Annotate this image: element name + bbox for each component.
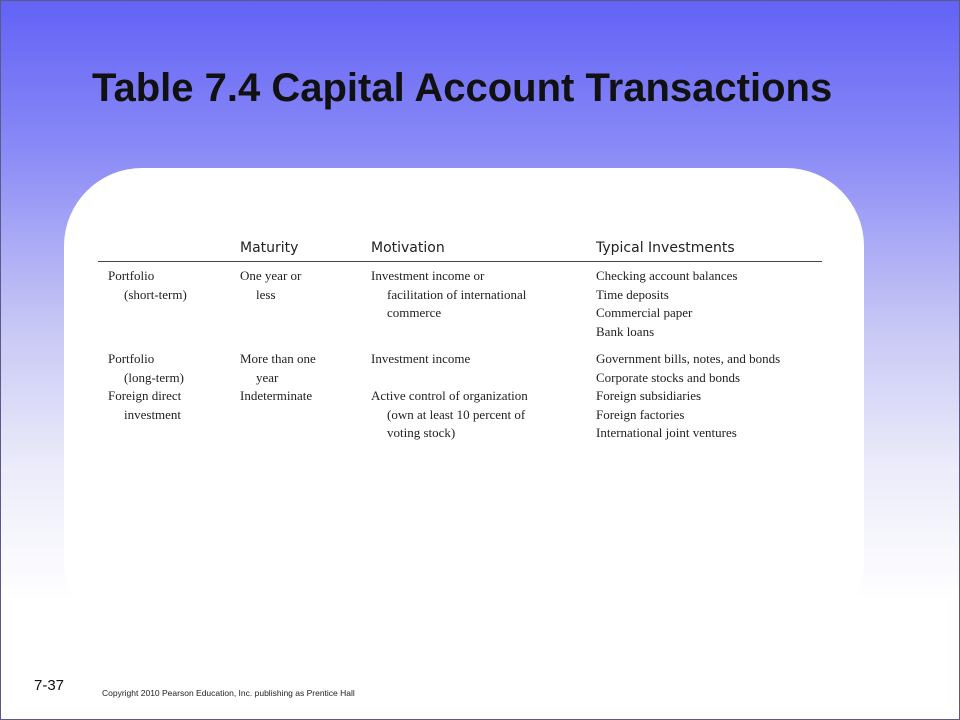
cell-maturity	[240, 341, 371, 387]
cell-investments	[596, 341, 822, 387]
table-row	[98, 262, 822, 342]
cell-line: Portfolio	[108, 268, 155, 283]
cell-line: less	[256, 286, 276, 302]
cell-line: facilitation of international	[387, 286, 527, 302]
cell-category	[98, 262, 240, 342]
cell-motivation	[371, 387, 596, 443]
cell-line: More than one	[240, 351, 316, 366]
cell-line: Checking account balances	[596, 268, 738, 283]
cell-investments	[596, 387, 822, 443]
header-motivation: Motivation	[371, 234, 596, 262]
cell-line: voting stock)	[387, 425, 456, 440]
header-maturity: Maturity	[240, 234, 371, 262]
cell-line: Active control of organization	[371, 388, 528, 403]
cell-line: Commercial paper	[596, 305, 693, 320]
cell-line: Foreign factories	[596, 406, 685, 422]
cell-line: Investment income	[371, 351, 471, 366]
table-header-row	[98, 234, 822, 262]
table-row	[98, 387, 822, 443]
cell-line: (long-term)	[124, 369, 184, 385]
cell-line: investment	[124, 406, 182, 422]
slide-number: 7-37	[34, 677, 65, 694]
cell-motivation	[371, 262, 596, 342]
cell-line: Foreign direct	[108, 388, 182, 403]
cell-line: Foreign subsidiaries	[596, 388, 702, 403]
cell-line: Time deposits	[596, 286, 669, 302]
capital-account-table	[98, 234, 822, 443]
cell-maturity	[240, 262, 371, 342]
header-category	[98, 234, 240, 262]
cell-line: One year or	[240, 268, 302, 283]
cell-line: Portfolio	[108, 351, 155, 366]
copyright-notice: Copyright 2010 Pearson Education, Inc. publishing as Prentice Hall	[102, 688, 355, 698]
cell-line: International joint ventures	[596, 425, 737, 440]
cell-motivation	[371, 341, 596, 387]
cell-line: (short-term)	[124, 286, 187, 302]
header-typical-investments: Typical Investments	[596, 234, 822, 262]
table-row	[98, 341, 822, 387]
cell-line: year	[256, 369, 279, 385]
cell-line: Government bills, notes, and bonds	[596, 351, 781, 366]
cell-line: Indeterminate	[240, 388, 313, 403]
cell-line: commerce	[387, 305, 442, 320]
cell-category	[98, 387, 240, 443]
cell-line: Investment income or	[371, 268, 485, 283]
cell-line: Corporate stocks and bonds	[596, 369, 741, 385]
cell-line: (own at least 10 percent of	[387, 406, 526, 422]
cell-maturity	[240, 387, 371, 443]
cell-line: Bank loans	[596, 323, 655, 339]
cell-investments	[596, 262, 822, 342]
slide-title: Table 7.4 Capital Account Transactions	[92, 66, 833, 110]
cell-category	[98, 341, 240, 387]
